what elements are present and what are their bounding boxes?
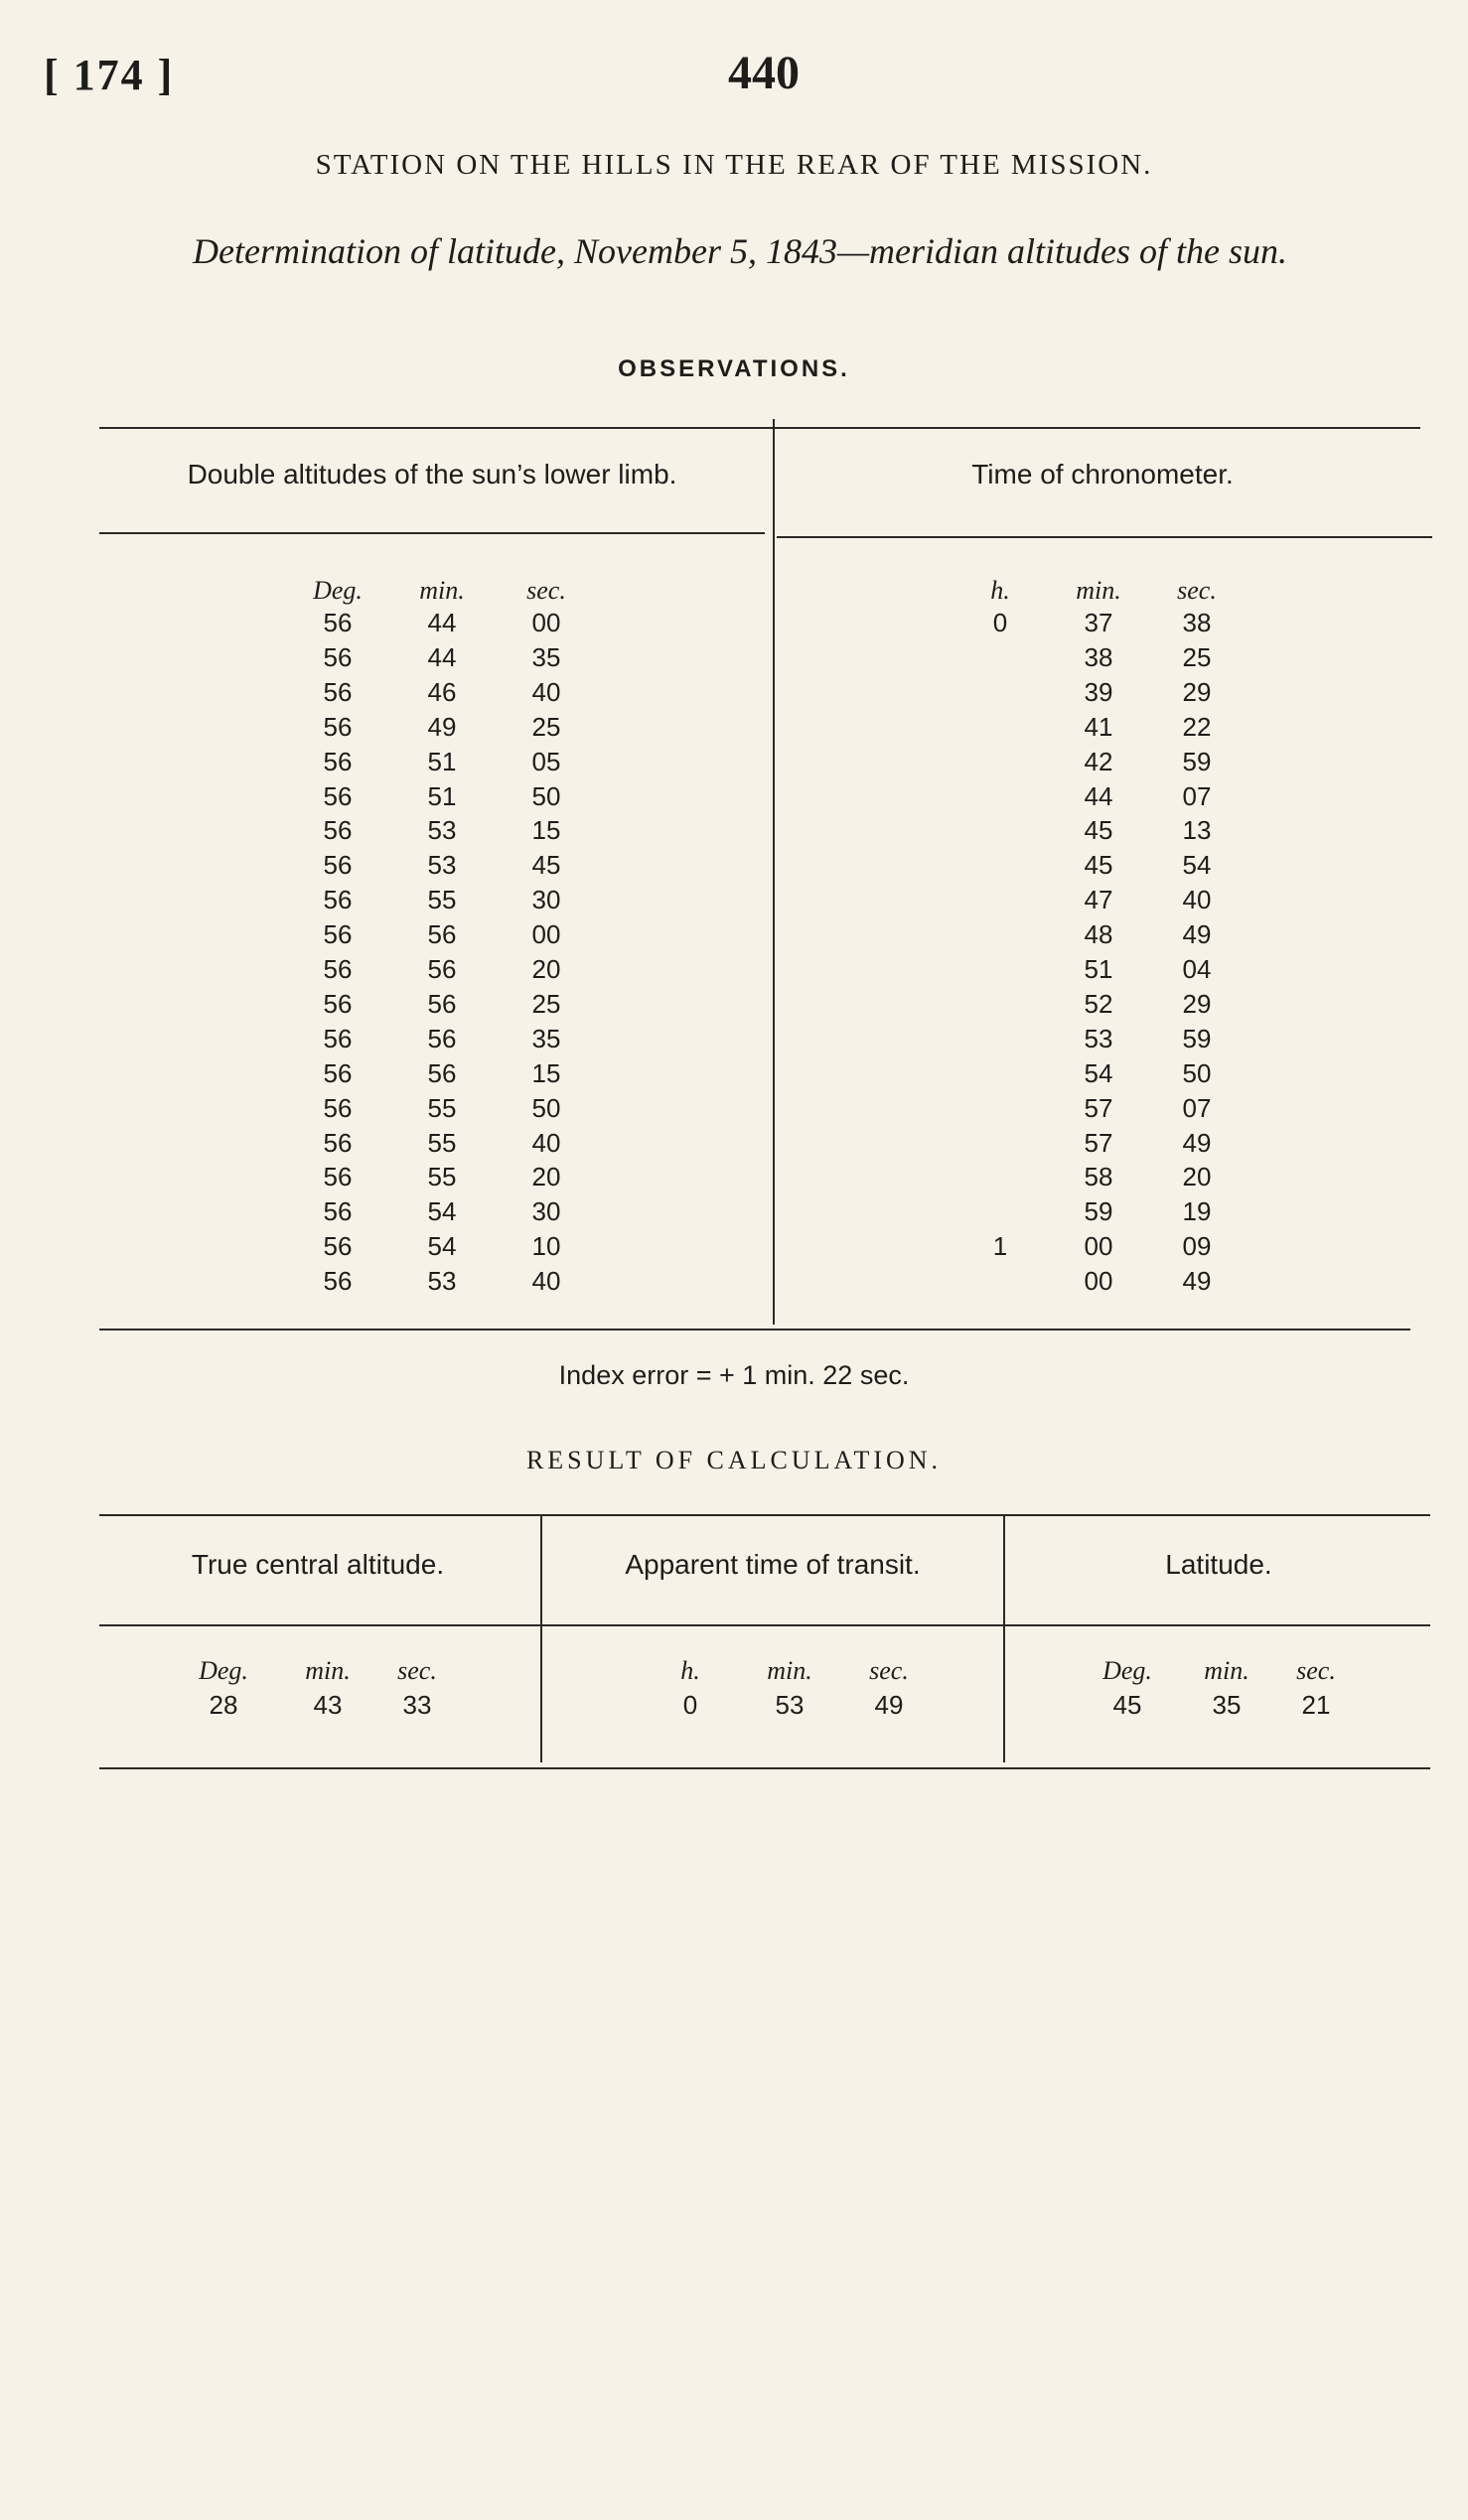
- obs-time-min-cell: 47: [1084, 885, 1113, 914]
- result-divider-1: [540, 1514, 542, 1762]
- result-latitude-unit: min.: [1204, 1656, 1249, 1685]
- obs-time-min-cell: 57: [1084, 1093, 1113, 1123]
- obs-time-min-cell: 48: [1084, 919, 1113, 949]
- obs-unit-min: min.: [419, 576, 465, 605]
- obs-deg-cell: 56: [323, 1093, 353, 1123]
- obs-time-sec-cell: 09: [1182, 1231, 1212, 1261]
- obs-deg-cell: 56: [323, 919, 353, 949]
- obs-sec-cell: 25: [531, 712, 561, 742]
- index-error: Index error = + 1 min. 22 sec.: [558, 1360, 910, 1390]
- obs-sec-cell: 40: [531, 1128, 561, 1158]
- result-bottom-rule: [99, 1767, 1430, 1769]
- obs-deg-cell: 56: [323, 1058, 353, 1088]
- obs-min-cell: 55: [427, 1128, 457, 1158]
- obs-time-min-cell: 58: [1084, 1162, 1113, 1191]
- obs-min-cell: 44: [427, 642, 457, 672]
- obs-min-cell: 55: [427, 1093, 457, 1123]
- obs-sec-cell: 35: [531, 1024, 561, 1053]
- obs-time-min-cell: 59: [1084, 1196, 1113, 1226]
- result-transit-unit: min.: [767, 1656, 812, 1685]
- obs-time-sec-cell: 50: [1182, 1058, 1212, 1088]
- result-transit-value: 49: [874, 1690, 904, 1720]
- obs-deg-cell: 56: [323, 885, 353, 914]
- obs-min-cell: 56: [427, 954, 457, 984]
- obs-time-min-cell: 42: [1084, 747, 1113, 776]
- obs-top-rule: [99, 427, 1420, 429]
- obs-deg-cell: 56: [323, 712, 353, 742]
- result-transit-unit: h.: [680, 1656, 700, 1685]
- obs-time-sec-cell: 59: [1182, 1024, 1212, 1053]
- obs-time-min-cell: 39: [1084, 677, 1113, 707]
- bracket-page-number: [ 174 ]: [44, 51, 175, 99]
- obs-bottom-rule: [99, 1329, 1410, 1330]
- obs-time-min-cell: 41: [1084, 712, 1113, 742]
- obs-min-cell: 56: [427, 1024, 457, 1053]
- obs-sec-cell: 00: [531, 608, 561, 637]
- obs-min-cell: 49: [427, 712, 457, 742]
- obs-min-cell: 56: [427, 1058, 457, 1088]
- obs-sec-cell: 20: [531, 954, 561, 984]
- result-latitude-value: 21: [1301, 1690, 1331, 1720]
- obs-deg-cell: 56: [323, 1266, 353, 1296]
- obs-deg-cell: 56: [323, 815, 353, 845]
- obs-left-header: Double altitudes of the sun’s lower limb.: [187, 459, 677, 490]
- obs-sec-cell: 15: [531, 1058, 561, 1088]
- obs-time-min-cell: 52: [1084, 989, 1113, 1019]
- result-transit-value: 0: [682, 1690, 698, 1720]
- result-header-altitude: True central altitude.: [191, 1549, 445, 1580]
- obs-time-sec-cell: 54: [1182, 850, 1212, 880]
- result-latitude-value: 45: [1112, 1690, 1142, 1720]
- result-transit-unit: sec.: [869, 1656, 909, 1685]
- result-latitude-value: 35: [1212, 1690, 1242, 1720]
- obs-deg-cell: 56: [323, 608, 353, 637]
- obs-sec-cell: 30: [531, 1196, 561, 1226]
- obs-sec-cell: 45: [531, 850, 561, 880]
- obs-unit-sec: sec.: [526, 576, 566, 605]
- obs-time-sec-cell: 59: [1182, 747, 1212, 776]
- result-transit-value: 53: [775, 1690, 805, 1720]
- obs-deg-cell: 56: [323, 1162, 353, 1191]
- obs-deg-cell: 56: [323, 850, 353, 880]
- obs-time-sec-cell: 29: [1182, 677, 1212, 707]
- obs-sec-cell: 20: [531, 1162, 561, 1191]
- obs-sec-cell: 40: [531, 677, 561, 707]
- result-divider-2: [1003, 1514, 1005, 1762]
- obs-sec-cell: 10: [531, 1231, 561, 1261]
- obs-time-sec-cell: 07: [1182, 781, 1212, 811]
- obs-min-cell: 51: [427, 747, 457, 776]
- obs-deg-cell: 56: [323, 642, 353, 672]
- subtitle: Determination of latitude, November 5, 1843—meridian altitudes of the sun.: [193, 231, 1287, 271]
- obs-time-min-cell: 53: [1084, 1024, 1113, 1053]
- obs-unit-hours: h.: [990, 576, 1010, 605]
- obs-time-min-cell: 57: [1084, 1128, 1113, 1158]
- obs-time-min-cell: 38: [1084, 642, 1113, 672]
- obs-min-cell: 46: [427, 677, 457, 707]
- obs-sec-cell: 50: [531, 1093, 561, 1123]
- obs-min-cell: 56: [427, 919, 457, 949]
- obs-min-cell: 53: [427, 815, 457, 845]
- obs-sec-cell: 40: [531, 1266, 561, 1296]
- obs-unit-time-min: min.: [1076, 576, 1121, 605]
- result-altitude-value: 43: [313, 1690, 343, 1720]
- obs-deg-cell: 56: [323, 1196, 353, 1226]
- result-header-rule: [99, 1624, 1430, 1626]
- obs-sec-cell: 00: [531, 919, 561, 949]
- obs-deg-cell: 56: [323, 1128, 353, 1158]
- result-altitude-value: 28: [209, 1690, 238, 1720]
- result-top-rule: [99, 1514, 1430, 1516]
- obs-time-sec-cell: 19: [1182, 1196, 1212, 1226]
- result-header-transit: Apparent time of transit.: [625, 1549, 921, 1580]
- obs-time-sec-cell: 40: [1182, 885, 1212, 914]
- observations-title: OBSERVATIONS.: [618, 355, 850, 382]
- page-number: 440: [728, 47, 800, 99]
- obs-unit-time-sec: sec.: [1177, 576, 1217, 605]
- obs-time-min-cell: 51: [1084, 954, 1113, 984]
- result-latitude-unit: Deg.: [1102, 1656, 1152, 1685]
- obs-time-sec-cell: 38: [1182, 608, 1212, 637]
- result-title: RESULT OF CALCULATION.: [525, 1446, 943, 1474]
- obs-deg-cell: 56: [323, 781, 353, 811]
- station-title: STATION ON THE HILLS IN THE REAR OF THE MISSION.: [315, 149, 1153, 181]
- result-altitude-unit: Deg.: [199, 1656, 248, 1685]
- obs-min-cell: 55: [427, 1162, 457, 1191]
- obs-time-min-cell: 00: [1084, 1231, 1113, 1261]
- obs-min-cell: 53: [427, 850, 457, 880]
- obs-time-sec-cell: 22: [1182, 712, 1212, 742]
- result-latitude-unit: sec.: [1296, 1656, 1336, 1685]
- obs-unit-deg: Deg.: [313, 576, 363, 605]
- result-header-latitude: Latitude.: [1165, 1549, 1272, 1580]
- obs-deg-cell: 56: [323, 954, 353, 984]
- obs-min-cell: 56: [427, 989, 457, 1019]
- obs-min-cell: 54: [427, 1231, 457, 1261]
- result-altitude-unit: sec.: [397, 1656, 437, 1685]
- obs-sec-cell: 30: [531, 885, 561, 914]
- obs-deg-cell: 56: [323, 989, 353, 1019]
- obs-hours-cell: 0: [992, 608, 1008, 637]
- obs-time-min-cell: 45: [1084, 815, 1113, 845]
- obs-time-sec-cell: 49: [1182, 919, 1212, 949]
- obs-min-cell: 54: [427, 1196, 457, 1226]
- obs-time-sec-cell: 49: [1182, 1266, 1212, 1296]
- result-altitude-value: 33: [402, 1690, 432, 1720]
- obs-column-divider: [773, 419, 775, 1325]
- obs-time-sec-cell: 49: [1182, 1128, 1212, 1158]
- obs-min-cell: 44: [427, 608, 457, 637]
- obs-deg-cell: 56: [323, 1231, 353, 1261]
- obs-right-header: Time of chronometer.: [971, 459, 1234, 490]
- obs-deg-cell: 56: [323, 1024, 353, 1053]
- obs-header-rule-right: [777, 536, 1432, 538]
- obs-time-sec-cell: 07: [1182, 1093, 1212, 1123]
- obs-min-cell: 51: [427, 781, 457, 811]
- obs-time-min-cell: 00: [1084, 1266, 1113, 1296]
- obs-sec-cell: 25: [531, 989, 561, 1019]
- obs-min-cell: 53: [427, 1266, 457, 1296]
- obs-min-cell: 55: [427, 885, 457, 914]
- obs-time-min-cell: 44: [1084, 781, 1113, 811]
- obs-time-sec-cell: 13: [1182, 815, 1212, 845]
- obs-sec-cell: 35: [531, 642, 561, 672]
- obs-time-sec-cell: 29: [1182, 989, 1212, 1019]
- obs-time-sec-cell: 20: [1182, 1162, 1212, 1191]
- obs-time-min-cell: 37: [1084, 608, 1113, 637]
- obs-deg-cell: 56: [323, 677, 353, 707]
- obs-header-rule-left: [99, 532, 765, 534]
- obs-time-min-cell: 45: [1084, 850, 1113, 880]
- obs-sec-cell: 15: [531, 815, 561, 845]
- obs-time-min-cell: 54: [1084, 1058, 1113, 1088]
- obs-time-sec-cell: 25: [1182, 642, 1212, 672]
- obs-deg-cell: 56: [323, 747, 353, 776]
- obs-sec-cell: 50: [531, 781, 561, 811]
- result-altitude-unit: min.: [305, 1656, 351, 1685]
- obs-hours-cell: 1: [992, 1231, 1008, 1261]
- obs-time-sec-cell: 04: [1182, 954, 1212, 984]
- obs-sec-cell: 05: [531, 747, 561, 776]
